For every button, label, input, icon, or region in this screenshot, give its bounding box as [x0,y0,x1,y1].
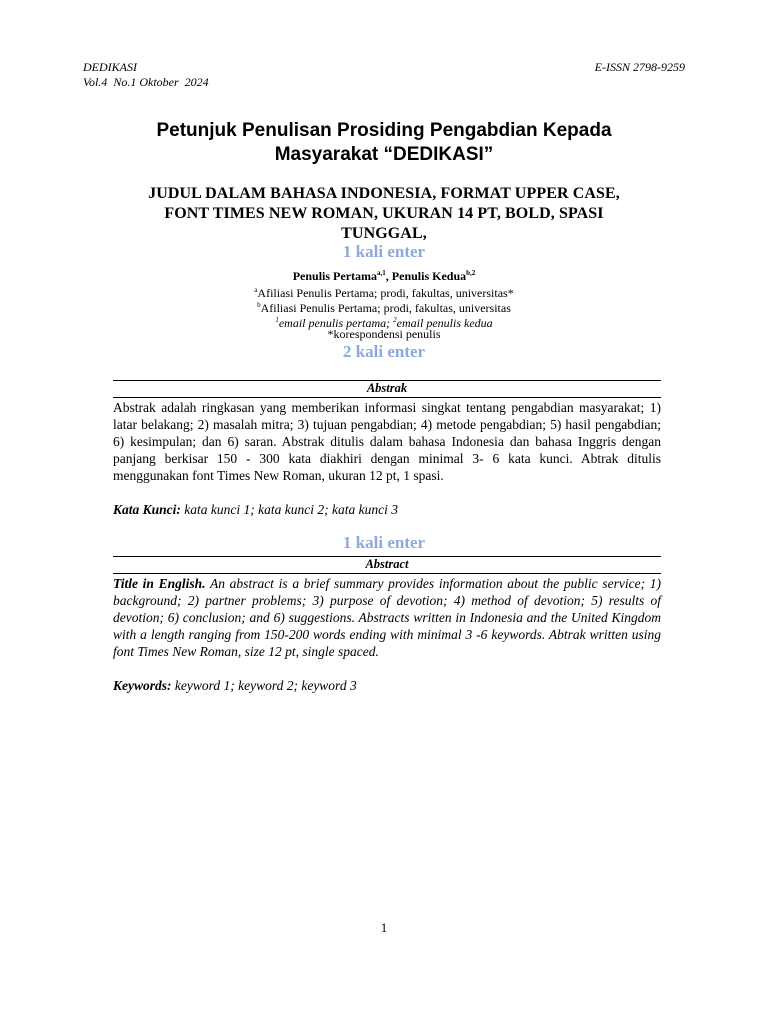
paper-title-line-1: JUDUL DALAM BAHASA INDONESIA, FORMAT UPPER CASE, [148,185,620,202]
journal-volume: Vol.4 No.1 Oktober 2024 [83,75,209,89]
abstrak-keywords [113,501,661,518]
affiliation-2-sup: b [257,301,261,309]
abstract-title-english: Title in English. [113,576,206,591]
kata-kunci-values: kata kunci 1; kata kunci 2; kata kunci 3 [180,502,398,517]
enter-note-3: 1 kali enter [342,533,426,552]
email-2-sup: 2 [393,316,397,324]
abstract-section [113,556,661,694]
paper-title-line-3: TUNGGAL, [341,225,427,242]
journal-name: DEDIKASI [83,60,137,74]
corresponding-author-note: *korespondensi penulis [327,327,441,341]
affiliation-1-sup: a [254,286,258,294]
running-header-left [83,60,209,90]
email-1-sup: 1 [275,316,279,324]
journal-issn: E-ISSN 2798-9259 [594,60,685,74]
abstrak-heading: Abstrak [113,380,661,398]
paper-title-line-2: FONT TIMES NEW ROMAN, UKURAN 14 PT, BOLD, SPASI [164,205,604,222]
paper-title [90,184,678,244]
author-2-name: Penulis Kedua [391,269,467,283]
document-title-line-1: Petunjuk Penulisan Prosiding Pengabdian Kepada [156,120,612,141]
abstract-body [113,575,661,660]
kata-kunci-label: Kata Kunci: [113,502,181,517]
affiliation-2-text: Afiliasi Penulis Pertama; prodi, fakultas, universitas [260,301,511,315]
author-separator: , [385,269,392,283]
running-header-right [595,60,685,75]
abstrak-body: Abstrak adalah ringkasan yang memberikan informasi singkat tentang pengabdian masyarakat; 1) latar belakang; 2) masalah mitra; 3) tujuan pengabdian; 4) metode pengabdian; 5) hasil pengabdian; 6) kesimpulan; dan 6) saran. Abstrak ditulis dalam bahasa Indonesia dan bahasa Inggris dengan panjang berkisar 150 - 300 kata diakhiri dengan minimal 3- 6 kata kunci. Abtrak ditulis menggunakan font Times New Roman, ukuran 12 pt, 1 spasi. [113,400,661,483]
author-1-sup: a,1 [377,269,386,277]
affiliation-1-text: Afiliasi Penulis Pertama; prodi, fakultas, universitas* [257,286,514,300]
page-number: 1 [380,920,388,935]
email-2: email penulis kedua [396,316,493,330]
email-1: email penulis pertama; [278,316,394,330]
enter-note-1: 1 kali enter [342,242,426,261]
author-1-name: Penulis Pertama [292,269,378,283]
abstract-text: An abstract is a brief summary provides information about the public service; 1) background; 2) partner problems; 3) purpose of devotion; 4) method of devotion; 5) results of devotion; 6) conclusion; and 6) suggestions. Abstracts written in Indonesia and the United Kingdom with a length ranging from 150-200 words ending with minimal 3 -6 keywords. Abtrak written using font Times New Roman, size 12 pt, single spaced. [113,576,662,659]
keywords-label: Keywords: [113,678,172,693]
abstract-keywords [113,677,661,694]
author-2-sup: b,2 [466,269,476,277]
document-title-line-2: Masyarakat “DEDIKASI” [274,144,494,165]
document-title [60,119,708,167]
abstrak-section [113,380,661,518]
keywords-values: keyword 1; keyword 2; keyword 3 [171,678,357,693]
enter-note-2: 2 kali enter [342,342,426,361]
abstract-heading: Abstract [113,556,661,574]
